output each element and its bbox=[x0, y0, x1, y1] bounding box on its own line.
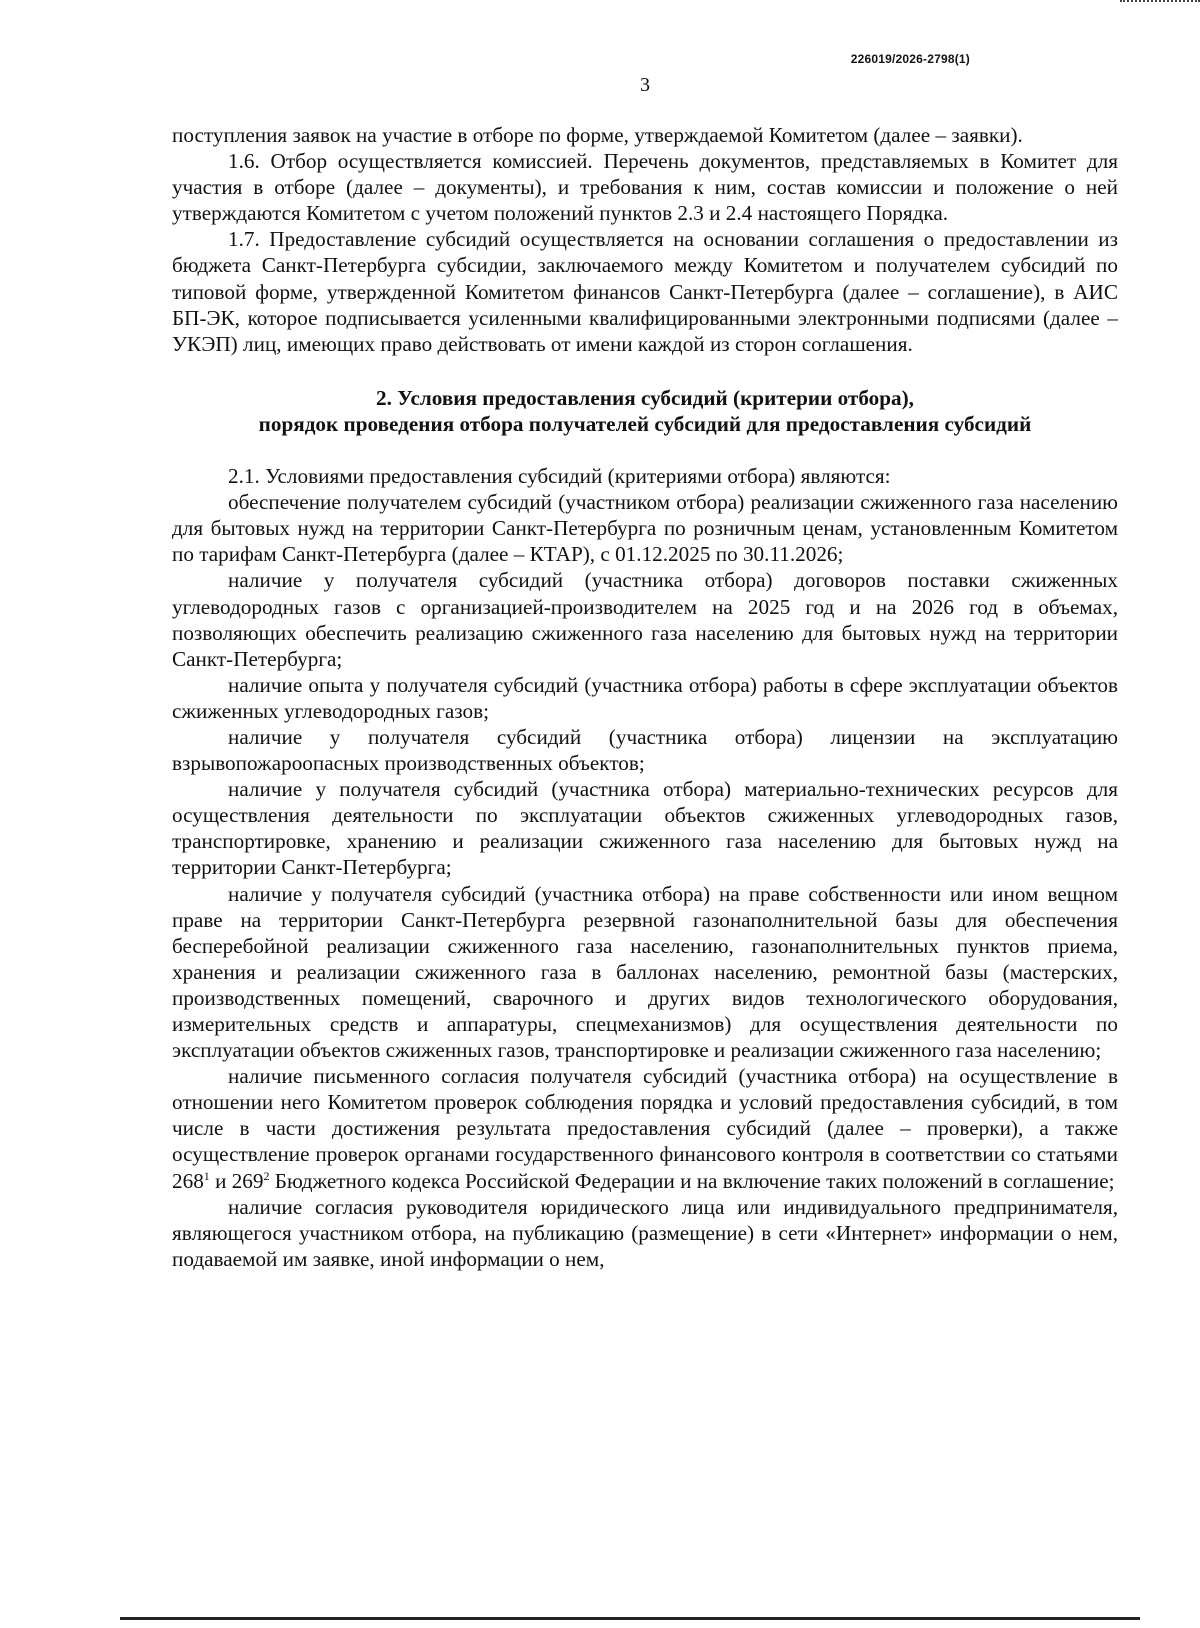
document-body bbox=[172, 122, 1118, 1272]
bottom-scan-edge bbox=[120, 1617, 1140, 1620]
paragraph-1-6: 1.6. Отбор осуществляется комиссией. Перечень документов, представляемых в Комитет для участия в отборе (далее – документы), и требования к ним, состав комиссии и положение о ней утверждаются Комитетом с учетом положений пунктов 2.3 и 2.4 настоящего Порядка. bbox=[172, 149, 1118, 226]
section-2-title-line-2: порядок проведения отбора получателей субсидий для предоставления субсидий bbox=[258, 411, 1032, 436]
scan-artifact bbox=[1120, 0, 1200, 8]
superscript-2: 2 bbox=[263, 1168, 270, 1183]
superscript-1: 1 bbox=[203, 1168, 210, 1183]
section-2-title-line-1: 2. Условия предоставления субсидий (критерии отбора), bbox=[376, 385, 914, 410]
criterion-8: наличие согласия руководителя юридического лица или индивидуального предпринимателя, являющегося участником отбора, на публикацию (размещение) в сети «Интернет» информации о нем, подаваемой им заявке, иной информации о нем, bbox=[172, 1194, 1118, 1271]
criterion-5: наличие у получателя субсидий (участника отбора) материально-технических ресурсов для осуществления деятельности по эксплуатации объектов сжиженных углеводородных газов, транспортировке, хранению и реализации сжиженного газа населению для бытовых нужд на территории Санкт-Петербурга; bbox=[172, 777, 1118, 880]
page-number: 3 bbox=[640, 74, 650, 96]
criterion-2: наличие у получателя субсидий (участника отбора) договоров поставки сжиженных углеводородных газов с организацией-производителем на 2025 год и на 2026 год в объемах, позволяющих обеспечить реализацию сжиженного газа населению для бытовых нужд на территории Санкт-Петербурга; bbox=[172, 568, 1118, 671]
criterion-7 bbox=[172, 1063, 1118, 1193]
criterion-7-text-mid: и 269 bbox=[209, 1168, 264, 1193]
criterion-3: наличие опыта у получателя субсидий (участника отбора) работы в сфере эксплуатации объектов сжиженных углеводородных газов; bbox=[172, 672, 1118, 723]
criterion-6: наличие у получателя субсидий (участника отбора) на праве собственности или ином вещном праве на территории Санкт-Петербурга резервной газонаполнительной базы для обеспечения бесперебойной реализации сжиженного газа населению, газонаполнительных пунктов приема, хранения и реализации сжиженного газа в баллонах населению, ремонтной базы (мастерских, производственных помещений, сварочного и других видов технологического оборудования, измерительных средств и аппаратуры, спецмеханизмов) для осуществления деятельности по эксплуатации объектов сжиженных газов, транспортировке и реализации сжиженного газа населению; bbox=[172, 881, 1118, 1063]
paragraph-continuation: поступления заявок на участие в отборе по форме, утверждаемой Комитетом (далее – заявки). bbox=[172, 123, 1023, 147]
criterion-4: наличие у получателя субсидий (участника отбора) лицензии на эксплуатацию взрывопожароопасных производственных объектов; bbox=[172, 724, 1118, 776]
criterion-7-text-a: наличие письменного согласия получателя субсидий (участника отбора) на осуществление в отношении него Комитетом проверок соблюдения порядка и условий предоставления субсидий, в том числе в части достижения результата предоставления субсидий (далее – проверки), а также осуществление проверок органами государственного финансового контроля в соответствии со статьями 268 bbox=[172, 1064, 1118, 1193]
paragraph-2-1: 2.1. Условиями предоставления субсидий (критериями отбора) являются: bbox=[228, 464, 891, 489]
paragraph-1-7: 1.7. Предоставление субсидий осуществляется на основании соглашения о предоставлении из бюджета Санкт-Петербурга субсидии, заключаемого между Комитетом и получателем субсидий по типовой форме, утвержденной Комитетом финансов Санкт-Петербурга (далее – соглашение), в АИС БП-ЭК, которое подписывается усиленными квалифицированными электронными подписями (далее – УКЭП) лиц, имеющих право действовать от имени каждой из сторон соглашения. bbox=[172, 227, 1118, 356]
criterion-7-text-b: Бюджетного кодекса Российской Федерации и на включение таких положений в соглашение; bbox=[269, 1168, 1115, 1193]
document-id: 226019/2026-2798(1) bbox=[850, 52, 970, 66]
section-2-title bbox=[172, 385, 1118, 437]
criterion-1: обеспечение получателем субсидий (участником отбора) реализации сжиженного газа населению для бытовых нужд на территории Санкт-Петербурга по розничным ценам, установленным Комитетом по тарифам Санкт-Петербурга (далее – КТАР), с 01.12.2025 по 30.11.2026; bbox=[172, 490, 1118, 567]
